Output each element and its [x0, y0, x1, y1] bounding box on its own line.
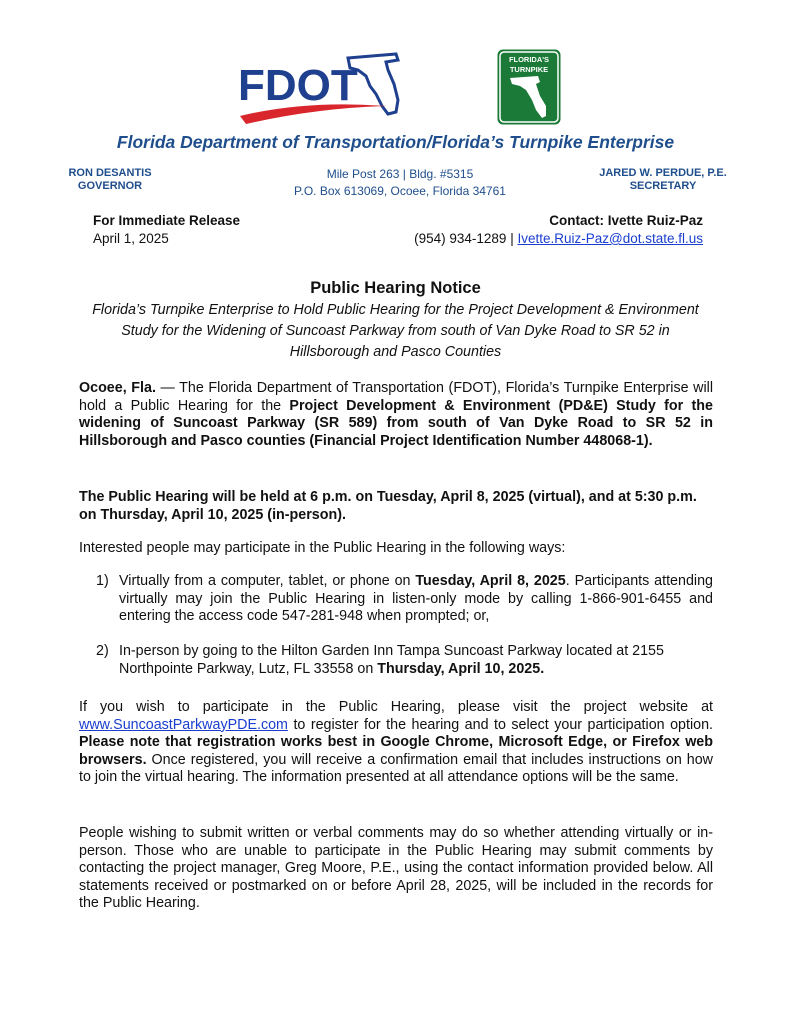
agency-title: Florida Department of Transportation/Florida’s Turnpike Enterprise [116, 132, 675, 152]
registration-text: If you wish to participate in the Public Hearing, please visit the project website at [79, 699, 713, 715]
paragraph-participation: Interested people may participate in the Public Hearing in the following ways: [79, 540, 566, 556]
list-number: 1) [96, 573, 109, 589]
contact-label: Contact: Ivette Ruiz-Paz [549, 213, 703, 228]
notice-subtitle: Florida’s Turnpike Enterprise to Hold Public Hearing for the Project Development & Environment Study for the Widening of Suncoast Parkway from south of Van Dyke Road to SR 52 in Hillsborough and Pasco Counties [92, 302, 699, 360]
paragraph-registration [79, 699, 713, 787]
list-text: In-person by going to the Hilton Garden Inn Tampa Suncoast Parkway located at 2155 Northpointe Parkway, Lutz, FL 33558 on [119, 643, 664, 677]
list-date: Thursday, April 10, 2025. [377, 660, 545, 677]
address-block [260, 166, 540, 200]
list-number: 2) [96, 643, 109, 659]
turnpike-logo-line1: FLORIDA'S [508, 55, 550, 64]
turnpike-logo-line2: TURNPIKE [509, 65, 549, 74]
paragraph-intro [79, 380, 713, 450]
release-label: For Immediate Release [93, 213, 241, 228]
paragraph-hearing-times: The Public Hearing will be held at 6 p.m. on Tuesday, April 8, 2025 (virtual), and at 5:30 p.m. on Thursday, April 10, 2025 (in-person). [79, 489, 697, 523]
address-line1: Mile Post 263 | Bldg. #5315 [326, 167, 474, 181]
study-name: Project Development & Environment (PD&E) Study for the widening of Suncoast Parkway (SR 589) from south of Van Dyke Road to SR 52 in Hillsborough and Pasco counties (Financial Project Identification Number 448068-1). [79, 397, 713, 449]
dateline: Ocoee, Fla. [79, 380, 156, 396]
list-text: Virtually from a computer, tablet, or phone on [119, 573, 416, 589]
registration-text: to register for the hearing and to select your participation option. [287, 716, 713, 733]
browser-note: Please note that registration works best in Google Chrome, Microsoft Edge, or Firefox web browsers. [79, 734, 713, 768]
governor-name: RON DESANTIS [68, 167, 152, 179]
contact-line [414, 231, 703, 246]
address-line2: P.O. Box 613069, Ocoee, Florida 34761 [294, 184, 506, 198]
governor-block [60, 167, 160, 193]
secretary-block [588, 167, 738, 193]
release-date: April 1, 2025 [93, 231, 169, 246]
governor-title: GOVERNOR [77, 180, 143, 192]
notice-title: Public Hearing Notice [310, 279, 481, 297]
project-website-link[interactable]: www.SuncoastParkwayPDE.com [79, 716, 288, 733]
secretary-title: SECRETARY [629, 180, 697, 192]
fdot-logo-text: FDOT [238, 61, 358, 110]
list-item [96, 643, 713, 678]
contact-phone: (954) 934-1289 | [414, 231, 518, 246]
turnpike-logo [496, 48, 562, 126]
contact-email-link[interactable]: Ivette.Ruiz-Paz@dot.state.fl.us [517, 231, 703, 246]
secretary-name: JARED W. PERDUE, P.E. [599, 167, 727, 179]
list-item [96, 573, 713, 626]
fdot-logo [236, 50, 404, 128]
list-date: Tuesday, April 8, 2025 [415, 573, 566, 589]
paragraph-comments: People wishing to submit written or verbal comments may do so whether attending virtually or in-person. Those who are unable to participate in the Public Hearing may submit comments by contacting the project manager, Greg Moore, P.E., using the contact information provided below. All statements received or postmarked on or before April 28, 2025, will be included in the records for the Public Hearing. [79, 825, 713, 912]
intro-text: — The Florida Department of Transportation (FDOT), Florida’s Turnpike Enterprise will hold a Public Hearing for the [79, 380, 713, 414]
registration-text: Once registered, you will receive a confirmation email that includes instructions on how to join the virtual hearing. The information presented at all attendance options will be the same. [79, 751, 713, 786]
list-text: . Participants attending virtually may join the Public Hearing in listen-only mode by calling 1-866-901-6455 and entering the access code 547-281-948 when prompted; or, [119, 573, 713, 625]
